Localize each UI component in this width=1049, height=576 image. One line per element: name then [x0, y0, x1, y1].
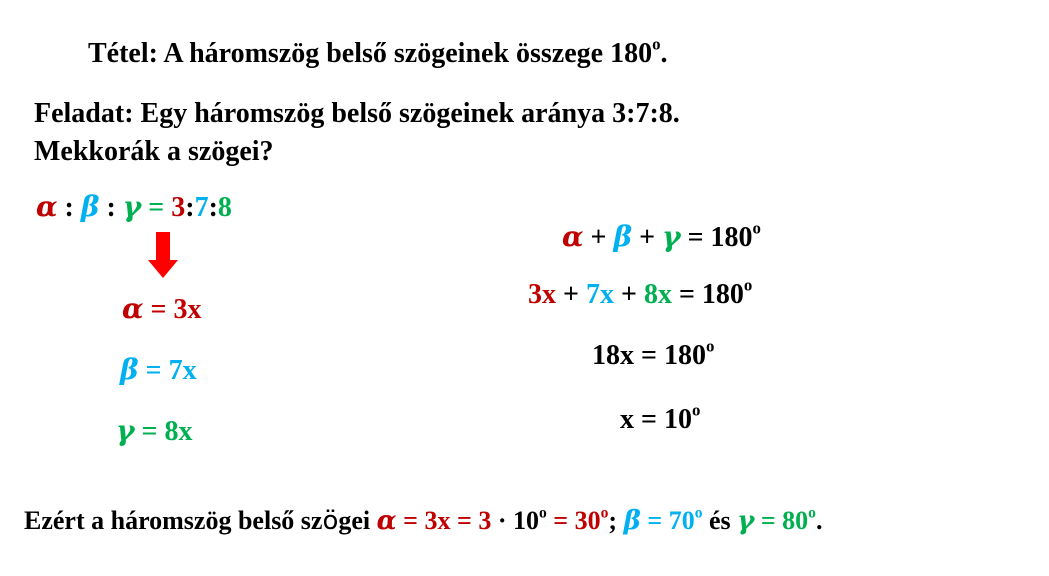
alpha-value: 30	[574, 506, 601, 535]
alpha-equation: α = 3x	[122, 292, 202, 325]
solution-equation: $x = 10^o$	[620, 400, 701, 435]
beta-equation: β = 7x	[120, 353, 197, 386]
eq4-rhs: 10	[663, 404, 692, 435]
theorem-text: Tétel: A háromszög belső szögeinek összege 180	[88, 38, 653, 69]
gamma-rhs: 8x	[164, 416, 193, 447]
eq3-lhs: 18x	[592, 340, 634, 371]
gamma-equation: γ = 8x	[116, 414, 193, 447]
term-7x: 7x	[585, 279, 614, 310]
task-line-1: Feladat: Egy háromszög belső szögeinek aránya 3:7:8.	[34, 98, 680, 129]
ratio-c: 8	[217, 192, 232, 223]
ratio-a: 3	[171, 192, 186, 223]
theorem-line: Tétel: A háromszög belső szögeinek összege 180$^o$.	[88, 34, 668, 69]
alpha-symbol: α	[36, 190, 58, 223]
beta-rhs: 7x	[168, 355, 197, 386]
gamma-symbol: γ	[122, 190, 142, 223]
down-arrow-icon	[148, 232, 178, 280]
combined-equation: $18x = 180^o$	[592, 336, 715, 371]
degree-mark: o	[652, 34, 661, 54]
gamma-value: 80	[782, 506, 809, 535]
term-8x: 8x	[643, 279, 672, 310]
ratio-b: 7	[194, 192, 209, 223]
task-line-2: Mekkorák a szögei?	[34, 136, 274, 167]
alpha-rhs: 3x	[173, 294, 202, 325]
eq4-lhs: x	[620, 404, 634, 435]
expanded-equation: $3x + 7x + 8x = 180^o$	[528, 275, 753, 310]
conclusion-prefix: Ezért a háromszög belső sz	[24, 506, 323, 535]
ratio-equation: α : β : γ = 3:7:8	[36, 190, 232, 223]
beta-symbol: β	[80, 190, 100, 223]
eq3-rhs: 180	[663, 340, 706, 371]
sum-rhs: 180	[710, 222, 753, 253]
beta-value: 70	[668, 506, 695, 535]
sum-equation: $\alpha + \beta + \gamma = 180^o$	[562, 218, 761, 253]
conclusion-line: Ezért a háromszög belső szögei $\alpha = 3x = 3 \cdot 10^o = 30^o$; $\beta = 70^o$ és $\gamma = 80^o$.	[24, 504, 823, 536]
term-3x: 3x	[528, 279, 556, 310]
